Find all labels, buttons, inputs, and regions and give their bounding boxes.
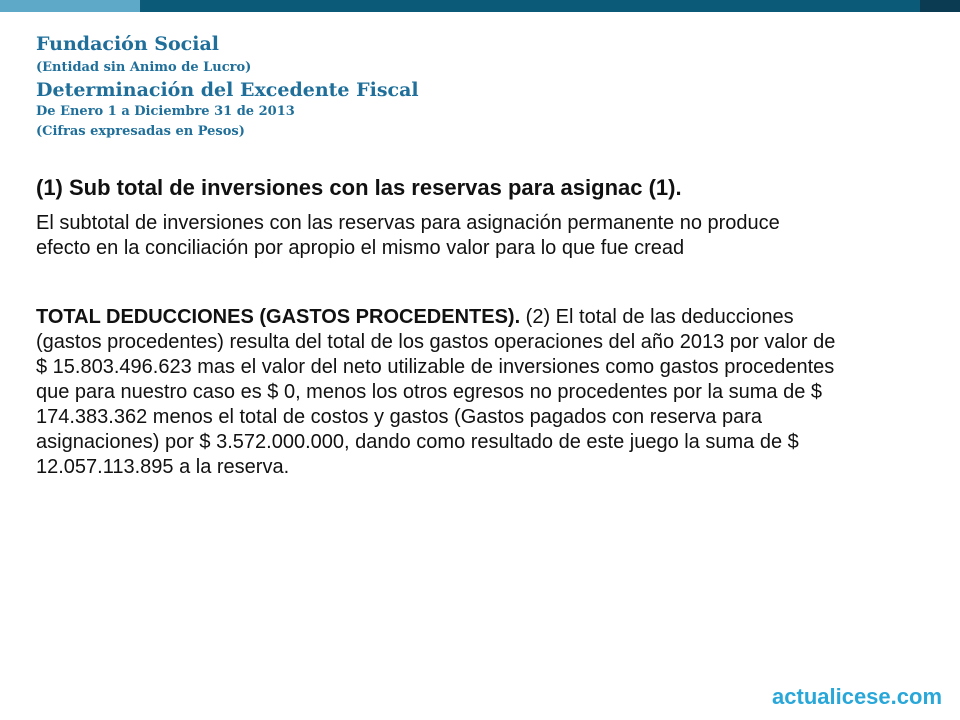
top-bar-accent (0, 0, 140, 12)
paragraph-total-deducciones (36, 305, 836, 480)
currency-note: (Cifras expresadas en Pesos) (36, 124, 245, 139)
section-subtitle: (1) Sub total de inversiones con las reservas para asignac (1). (36, 175, 682, 200)
report-title: Determinación del Excedente Fiscal (36, 79, 419, 101)
document-header (36, 30, 896, 142)
paragraph-subtotal-inversiones: El subtotal de inversiones con las reservas para asignación permanente no produce efecto en la conciliación por apropio el mismo valor para lo que fue cread (36, 212, 780, 259)
report-period: De Enero 1 a Diciembre 31 de 2013 (36, 104, 295, 119)
top-decorative-bar (0, 0, 960, 12)
total-deducciones-heading: TOTAL DEDUCCIONES (GASTOS PROCEDENTES). (36, 306, 521, 328)
slide-content (36, 174, 836, 480)
brand-logo-text: actualicese.com (772, 684, 942, 709)
organization-subtitle: (Entidad sin Animo de Lucro) (36, 60, 252, 75)
total-deducciones-body: (2) El total de las deducciones (gastos procedentes) resulta del total de los gastos operaciones del año 2013 por valor de $ 15.803.496.623 mas el valor del neto utilizable de inversiones como gastos procedentes que para nuestro caso es $ 0, menos los otros egresos no procedentes por la suma de $ 174.383.362 menos el total de costos y gastos (Gastos pagados con reserva para asignaciones) por $ 3.572.000.000, dando como resultado de este juego la suma de $ 12.057.113.895 a la reserva. (36, 306, 836, 478)
organization-name: Fundación Social (36, 33, 219, 55)
top-bar-dark-segment (920, 0, 960, 12)
